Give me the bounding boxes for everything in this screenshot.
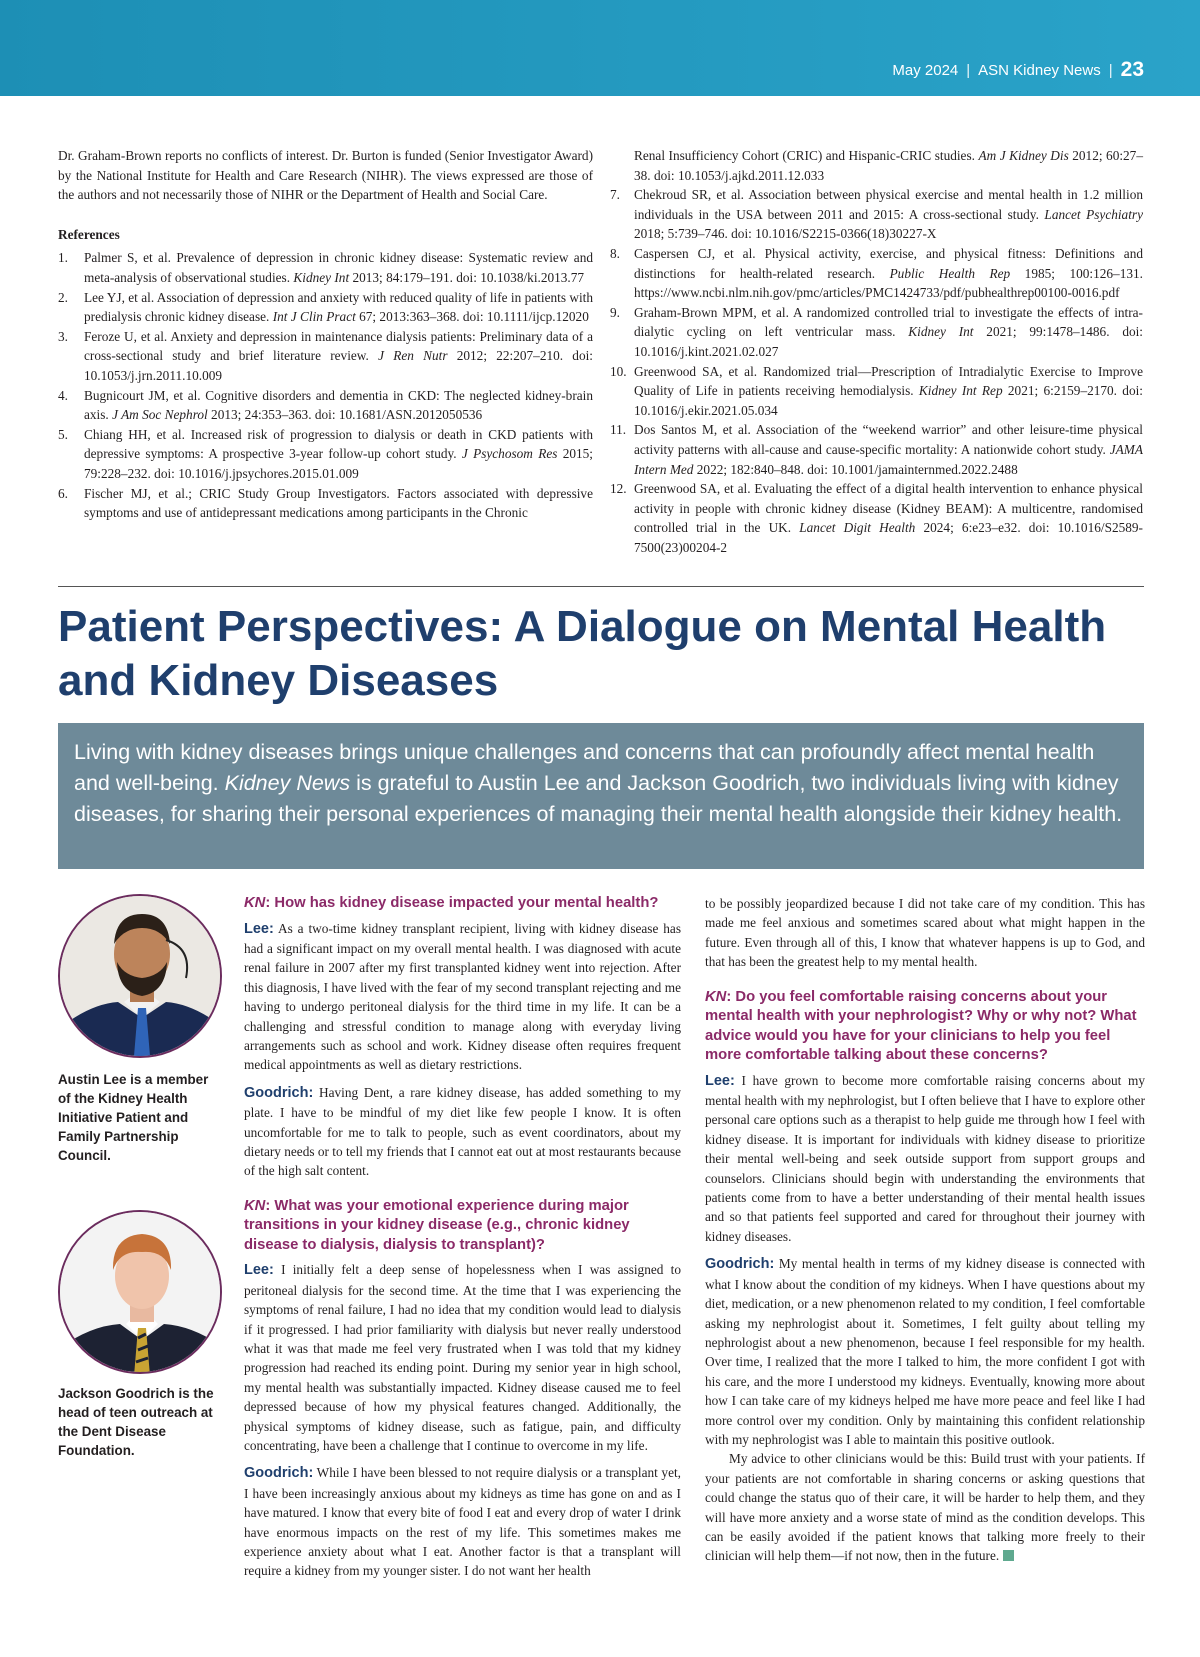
reference-number: 1.: [58, 250, 68, 266]
journal-name: Kidney Int: [293, 269, 350, 285]
reference-number: 7.: [610, 187, 620, 203]
reference-item: [58, 327, 593, 386]
header-separator: |: [966, 61, 971, 79]
jackson-goodrich-caption: Jackson Goodrich is the head of teen outreach at the Dent Disease Foundation.: [58, 1386, 214, 1458]
question-2: KN: What was your emotional experience during major transitions in your kidney disease (e.g., chronic kidney disease to dialysis, dialysis to transplant)?: [244, 1197, 630, 1253]
reference-text: Greenwood SA, et al. Randomized trial—Prescription of Intradialytic Exercise to Improve Quality of Life in patients receiving hemodialysis. Kidney Int Rep 2021; 6:2159–2170. doi: 10.1016/j.ekir.2021.05.034: [634, 363, 1143, 418]
reference-number: 4.: [58, 387, 68, 403]
disclosure-statement: Dr. Graham-Brown reports no conflicts of interest. Dr. Burton is funded (Senior Investigator Award) by the National Institute for Health and Care Research (NIHR). The views expressed are those of the authors and not necessarily those of NIHR or the Department of Health and Social Care.: [58, 148, 593, 203]
reference-number: 12.: [610, 481, 627, 497]
reference-text: Chiang HH, et al. Increased risk of progression to dialysis or death in CKD patients with depressive symptoms: A prospective 3-year follow-up cohort study. J Psychosom Res 2015; 79:228–232. doi: 10.1016/j.jpsychores.2015.01.009: [84, 426, 593, 481]
page-number: 23: [1120, 58, 1144, 81]
section-divider: [58, 586, 1144, 587]
reference-number: 11.: [610, 422, 627, 438]
references-left-column: [58, 146, 593, 523]
reference-item: [58, 425, 593, 484]
journal-name: JAMA Intern Med: [634, 441, 1143, 477]
reference-number: 10.: [610, 363, 627, 379]
answer-lee-1: Lee: As a two-time kidney transplant recipient, living with kidney disease has had a significant impact on my overall mental health. I was diagnosed with acute renal failure in 2007 after my first transplanted kidney went into rejection. After this diagnosis, I have lived with the fear of my second transplant rejecting and me having to undergo peritoneal dialysis for the third time in my life. It can be a challenging and stressful condition to manage along with everyday living arrangements such as school and work. Kidney disease often requires frequent medical appointments as well as dietary restrictions.: [244, 920, 681, 1073]
reference-text: Caspersen CJ, et al. Physical activity, exercise, and physical fitness: Definitions and distinctions for health-related research. Public Health Rep 1985; 100:126–131. https://www.ncbi.nlm.nih.gov/pmc/articles/PMC1424733/pdf/pubhealthrep00100-0016.pdf: [634, 245, 1143, 301]
reference-text: Dos Santos M, et al. Association of the “weekend warrior” and other leisure-time physical activity patterns with all-cause and cause-specific mortality: A nationwide cohort study. JAMA Intern Med 2022; 182:840–848. doi: 10.1001/jamainternmed.2022.2488: [634, 422, 1143, 477]
reference-text: Palmer S, et al. Prevalence of depression in chronic kidney disease: Systematic review and meta-analysis of observational studies. Kidney Int 2013; 84:179–191. doi: 10.1038/ki.2013.77: [84, 250, 593, 285]
reference-item: [58, 248, 593, 287]
reference-text: Bugnicourt JM, et al. Cognitive disorders and dementia in CKD: The neglected kidney-brain axis. J Am Soc Nephrol 2013; 24:353–363. doi: 10.1681/ASN.2012050536: [84, 387, 593, 423]
journal-name: Kidney Int: [908, 324, 974, 340]
reference-item: [610, 420, 1143, 479]
reference-item: [610, 362, 1143, 421]
reference-number: 6.: [58, 485, 68, 501]
reference-text: Fischer MJ, et al.; CRIC Study Group Investigators. Factors associated with depressive symptoms and use of antidepressant medications among participants in the Chronic: [84, 485, 593, 521]
reference-item: [58, 386, 593, 425]
reference-item: [610, 303, 1143, 362]
question-3: KN: Do you feel comfortable raising concerns about your mental health with your nephrologist? Why or why not? What advice would you have for your clinicians to help you feel more comfortable talking about these concerns?: [705, 988, 1137, 1064]
question-1: KN: How has kidney disease impacted your mental health?: [244, 895, 659, 911]
page-header: [892, 58, 1144, 82]
answer-goodrich-1: Goodrich: Having Dent, a rare kidney disease, has added something to my plate. I have to be mindful of my diet like few people I know. It is often uncomfortable for me to talk to people, such as event coordinators, about my dietary needs or to tell my friends that I cannot eat out at most restaurants because of the high salt content.: [244, 1084, 681, 1179]
header-separator: |: [1108, 61, 1113, 79]
reference-text: Graham-Brown MPM, et al. A randomized controlled trial to investigate the effects of intra-dialytic cycling on left ventricular mass. Kidney Int 2021; 99:1478–1486. doi: 10.1016/j.kint.2021.02.027: [634, 304, 1144, 359]
reference-item: [610, 185, 1143, 244]
references-heading: References: [58, 226, 120, 242]
reference-item: [610, 479, 1143, 557]
austin-lee-caption: Austin Lee is a member of the Kidney Health Initiative Patient and Family Partnership Council.: [58, 1072, 209, 1163]
article-title: Patient Perspectives: A Dialogue on Mental Health and Kidney Diseases: [58, 602, 1107, 705]
reference-list: [58, 248, 593, 522]
answer-goodrich-2-continued: to be possibly jeopardized because I did not take care of my condition. This has made me feel anxious and sometimes scared about what might happen in the future. Even through all of this, I know that whatever happens is up to God, and that has been the greatest help to my mental health.: [705, 896, 1145, 970]
reference-item: [58, 288, 593, 327]
answer-lee-3: Lee: I have grown to become more comfortable raising concerns about my mental health with my nephrologist, but I often believe that I have to explore other personal care options such as a therapist to help guide me through how I feel with kidney disease. It is important for individuals with kidney disease to prioritize their mental well-being and seek outside support from support groups and counselors. Clinicians should begin with understanding the environments that patients come from to have a better understanding of their mental health issues and so that patients feel supported and cared for throughout their journey with kidney diseases.: [705, 1072, 1145, 1244]
reference-continuation: Renal Insufficiency Cohort (CRIC) and Hispanic-CRIC studies. Am J Kidney Dis 2012; 60:27–38. doi: 10.1053/j.ajkd.2011.12.033: [634, 148, 1143, 183]
answer-goodrich-3: Goodrich: My mental health in terms of my kidney disease is connected with what I know about the condition of my kidneys. When I have questions about my diet, medication, or a new phenomenon related to my condition, I feel comfortable asking my nephrologist about it. Sometimes, I felt guilty about telling my nephrologist about a new phenomenon, because I feel responsible for my health. Over time, I realized that the more I talked to him, the more confident I got with his care, and the more I understood my kidneys. Eventually, knowing more about how I can take care of my kidneys helped me have more peace and feel like I had more control over my condition. Only by maintaining this confident relationship with my nephrologist was I able to maintain this positive outlook.: [705, 1256, 1146, 1447]
reference-number: 8.: [610, 245, 620, 261]
answer-goodrich-3-advice: My advice to other clinicians would be this: Build trust with your patients. If your patients are not comfortable in sharing concerns or asking questions that could change the status quo of their care, it will be harder to help them, and they will have more anxiety and a worse state of mind as the condition develops. This can be easily avoided if the patient knows that talking more freely to their clinician will help them—if not now, then in the future.: [705, 1451, 1145, 1564]
reference-text: Feroze U, et al. Anxiety and depression in maintenance dialysis patients: Preliminary data of a cross-sectional study and brief literature review. J Ren Nutr 2012; 22:207–210. doi: 10.1053/j.jrn.2011.10.009: [84, 328, 593, 383]
jackson-goodrich-photo: [58, 1210, 222, 1374]
journal-name: Kidney Int Rep: [918, 383, 1003, 399]
reference-item: [610, 244, 1143, 303]
reference-item: [58, 484, 593, 523]
austin-lee-photo: [58, 894, 222, 1058]
journal-name: Lancet Digit Health: [799, 520, 916, 536]
answer-lee-2: Lee: I initially felt a deep sense of hopelessness when I was assigned to peritoneal dialysis for the second time. At the time that I was experiencing the symptoms of renal failure, I had no idea that my condition would lead to dialysis if it progressed. I had prior familiarity with dialysis but never really understood what it was that made me feel very frustrated when I was told that my kidney progression had reached its ending point. During my senior year in high school, my mental health was substantially impacted. Kidney disease caused me to feel depressed because of how my physical features changed. Additionally, the physical symptoms of kidney disease, such as fatigue, pain, and difficulty concentrating, have been a challenge that I continue to overcome in my life.: [244, 1262, 681, 1453]
reference-text: Chekroud SR, et al. Association between physical exercise and mental health in 1.2 million individuals in the USA between 2011 and 2015: A cross-sectional study. Lancet Psychiatry 2018; 5:739–746. doi: 10.1016/S2215-0366(18)30227-X: [634, 187, 1143, 242]
reference-number: 9.: [610, 304, 620, 320]
publication-name: ASN Kidney News: [978, 61, 1101, 79]
journal-name: J Am Soc Nephrol: [112, 407, 208, 423]
issue-date: May 2024: [892, 61, 959, 79]
reference-text: Greenwood SA, et al. Evaluating the effect of a digital health intervention to enhance physical activity in people with chronic kidney disease (Kidney BEAM): A multicentre, randomised controlled trial in the UK. Lancet Digit Health 2024; 6:e23–e32. doi: 10.1016/S2589-7500(23)00204-2: [634, 481, 1143, 555]
journal-name: Public Health Rep: [889, 265, 1011, 281]
reference-number: 5.: [58, 426, 68, 442]
reference-list: [610, 185, 1143, 557]
journal-name: Int J Clin Pract: [272, 309, 356, 325]
qa-column-middle: [244, 894, 681, 1589]
intro-box: Living with kidney diseases brings unique challenges and concerns that can profoundly affect mental health and well-being. Kidney News is grateful to Austin Lee and Jackson Goodrich, two individuals living with kidney diseases, for sharing their personal experiences of managing their mental health alongside their kidney health.: [58, 723, 1144, 869]
reference-text: Lee YJ, et al. Association of depression and anxiety with reduced quality of life in patients with predialysis chronic kidney disease. Int J Clin Pract 67; 2013:363–368. doi: 10.1111/ijcp.12020: [84, 289, 593, 325]
reference-number: 2.: [58, 289, 68, 305]
journal-name: Lancet Psychiatry: [1044, 206, 1143, 222]
qa-column-right: [705, 894, 1145, 1566]
references-right-column: [610, 146, 1143, 557]
answer-goodrich-2: Goodrich: While I have been blessed to not require dialysis or a transplant yet, I have been increasingly anxious about my kidneys as time has gone on and as I have matured. I know that every bite of food I eat and every drop of water I drink have enormous impacts on the rest of my life. This sometimes makes me experience anxiety about what I eat. Another factor is that a transplant will require a kidney from my younger sister. I do not want her health: [244, 1465, 681, 1579]
end-of-article-marker: [1003, 1550, 1014, 1561]
reference-number: 3.: [58, 328, 68, 344]
journal-name: J Psychosom Res: [461, 446, 558, 462]
journal-name: J Ren Nutr: [378, 348, 448, 364]
